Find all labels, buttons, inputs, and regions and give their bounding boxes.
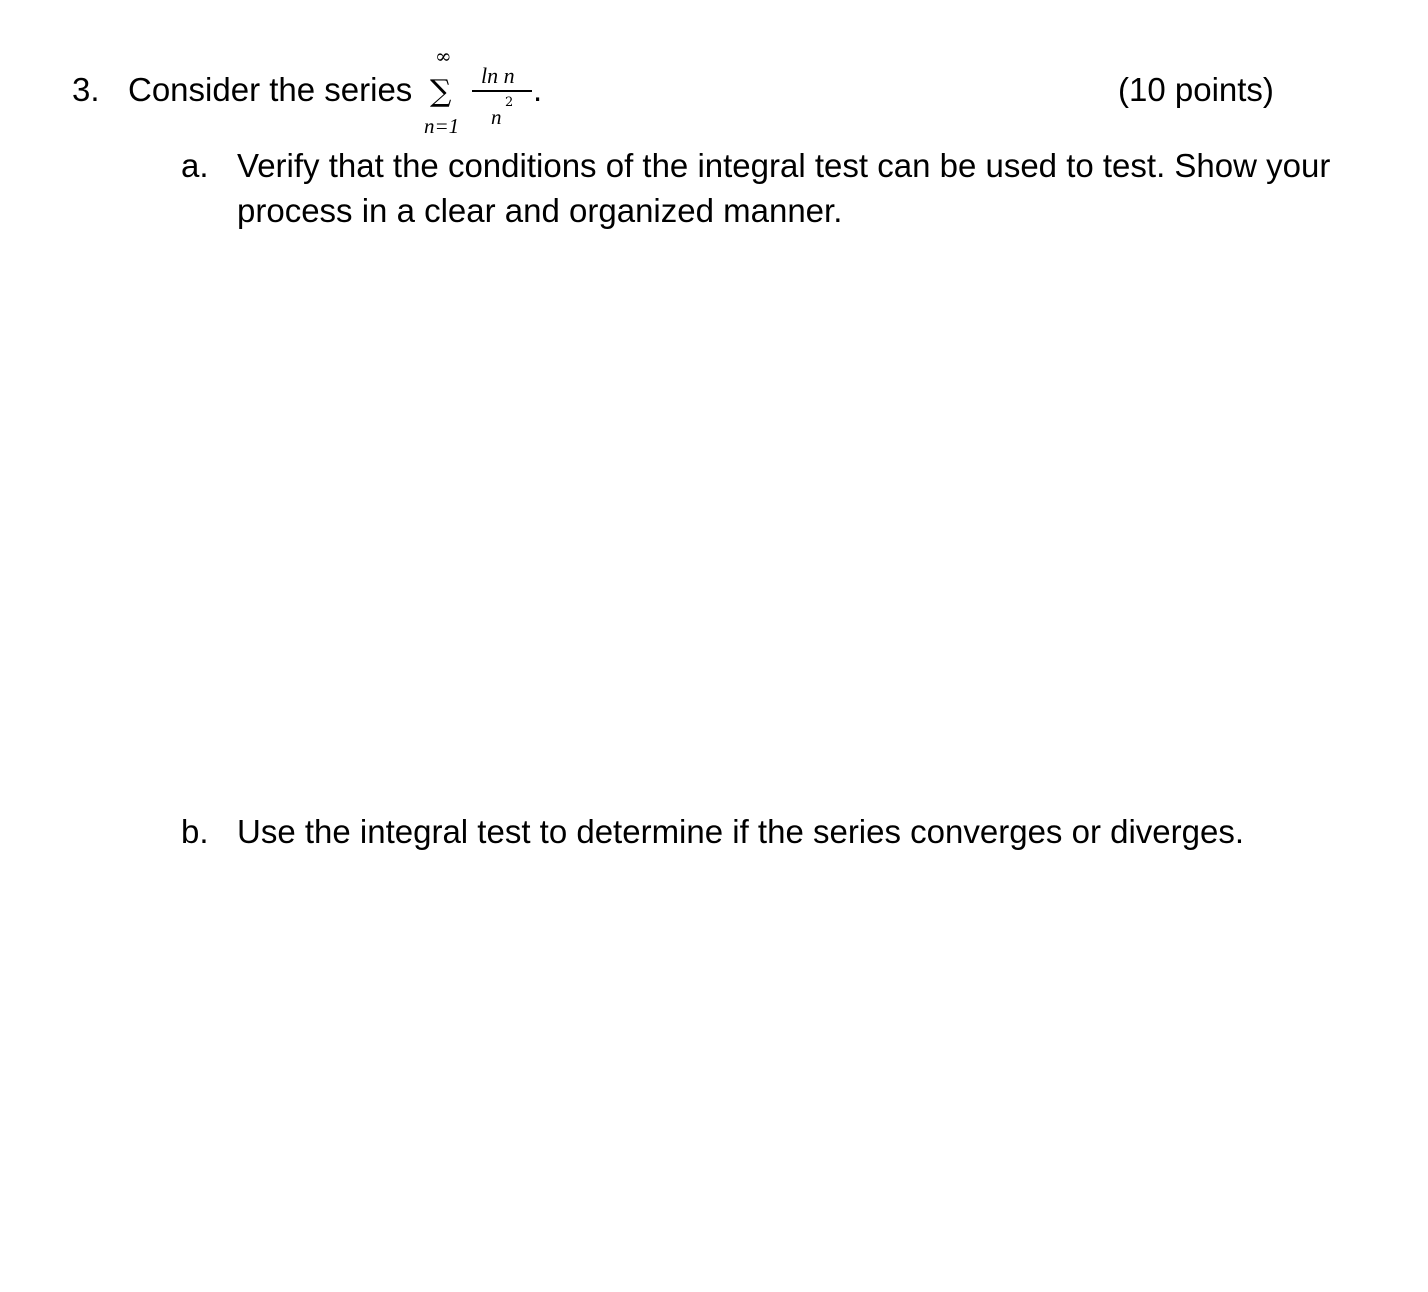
fraction-bar bbox=[472, 90, 532, 92]
part-a-label: a. bbox=[181, 147, 209, 184]
part-a-text-line2: process in a clear and organized manner. bbox=[237, 192, 843, 229]
part-b-text: Use the integral test to determine if the series converges or diverges. bbox=[237, 813, 1244, 850]
denominator-exponent: 2 bbox=[505, 95, 514, 110]
question-prompt: Consider the series bbox=[128, 71, 413, 108]
fraction-numerator: ln n bbox=[481, 63, 515, 88]
part-a-text-line1: Verify that the conditions of the integral test can be used to test. Show your bbox=[237, 147, 1331, 184]
denominator-base: n bbox=[491, 105, 502, 129]
question-number: 3. bbox=[72, 71, 100, 108]
sum-upper-limit: ∞ bbox=[435, 44, 452, 68]
points-label: (10 points) bbox=[1118, 71, 1274, 108]
part-b-label: b. bbox=[181, 813, 209, 850]
series-period: . bbox=[533, 71, 543, 108]
sum-lower-limit: n=1 bbox=[424, 114, 460, 138]
sigma-symbol: ∑ bbox=[430, 74, 452, 109]
